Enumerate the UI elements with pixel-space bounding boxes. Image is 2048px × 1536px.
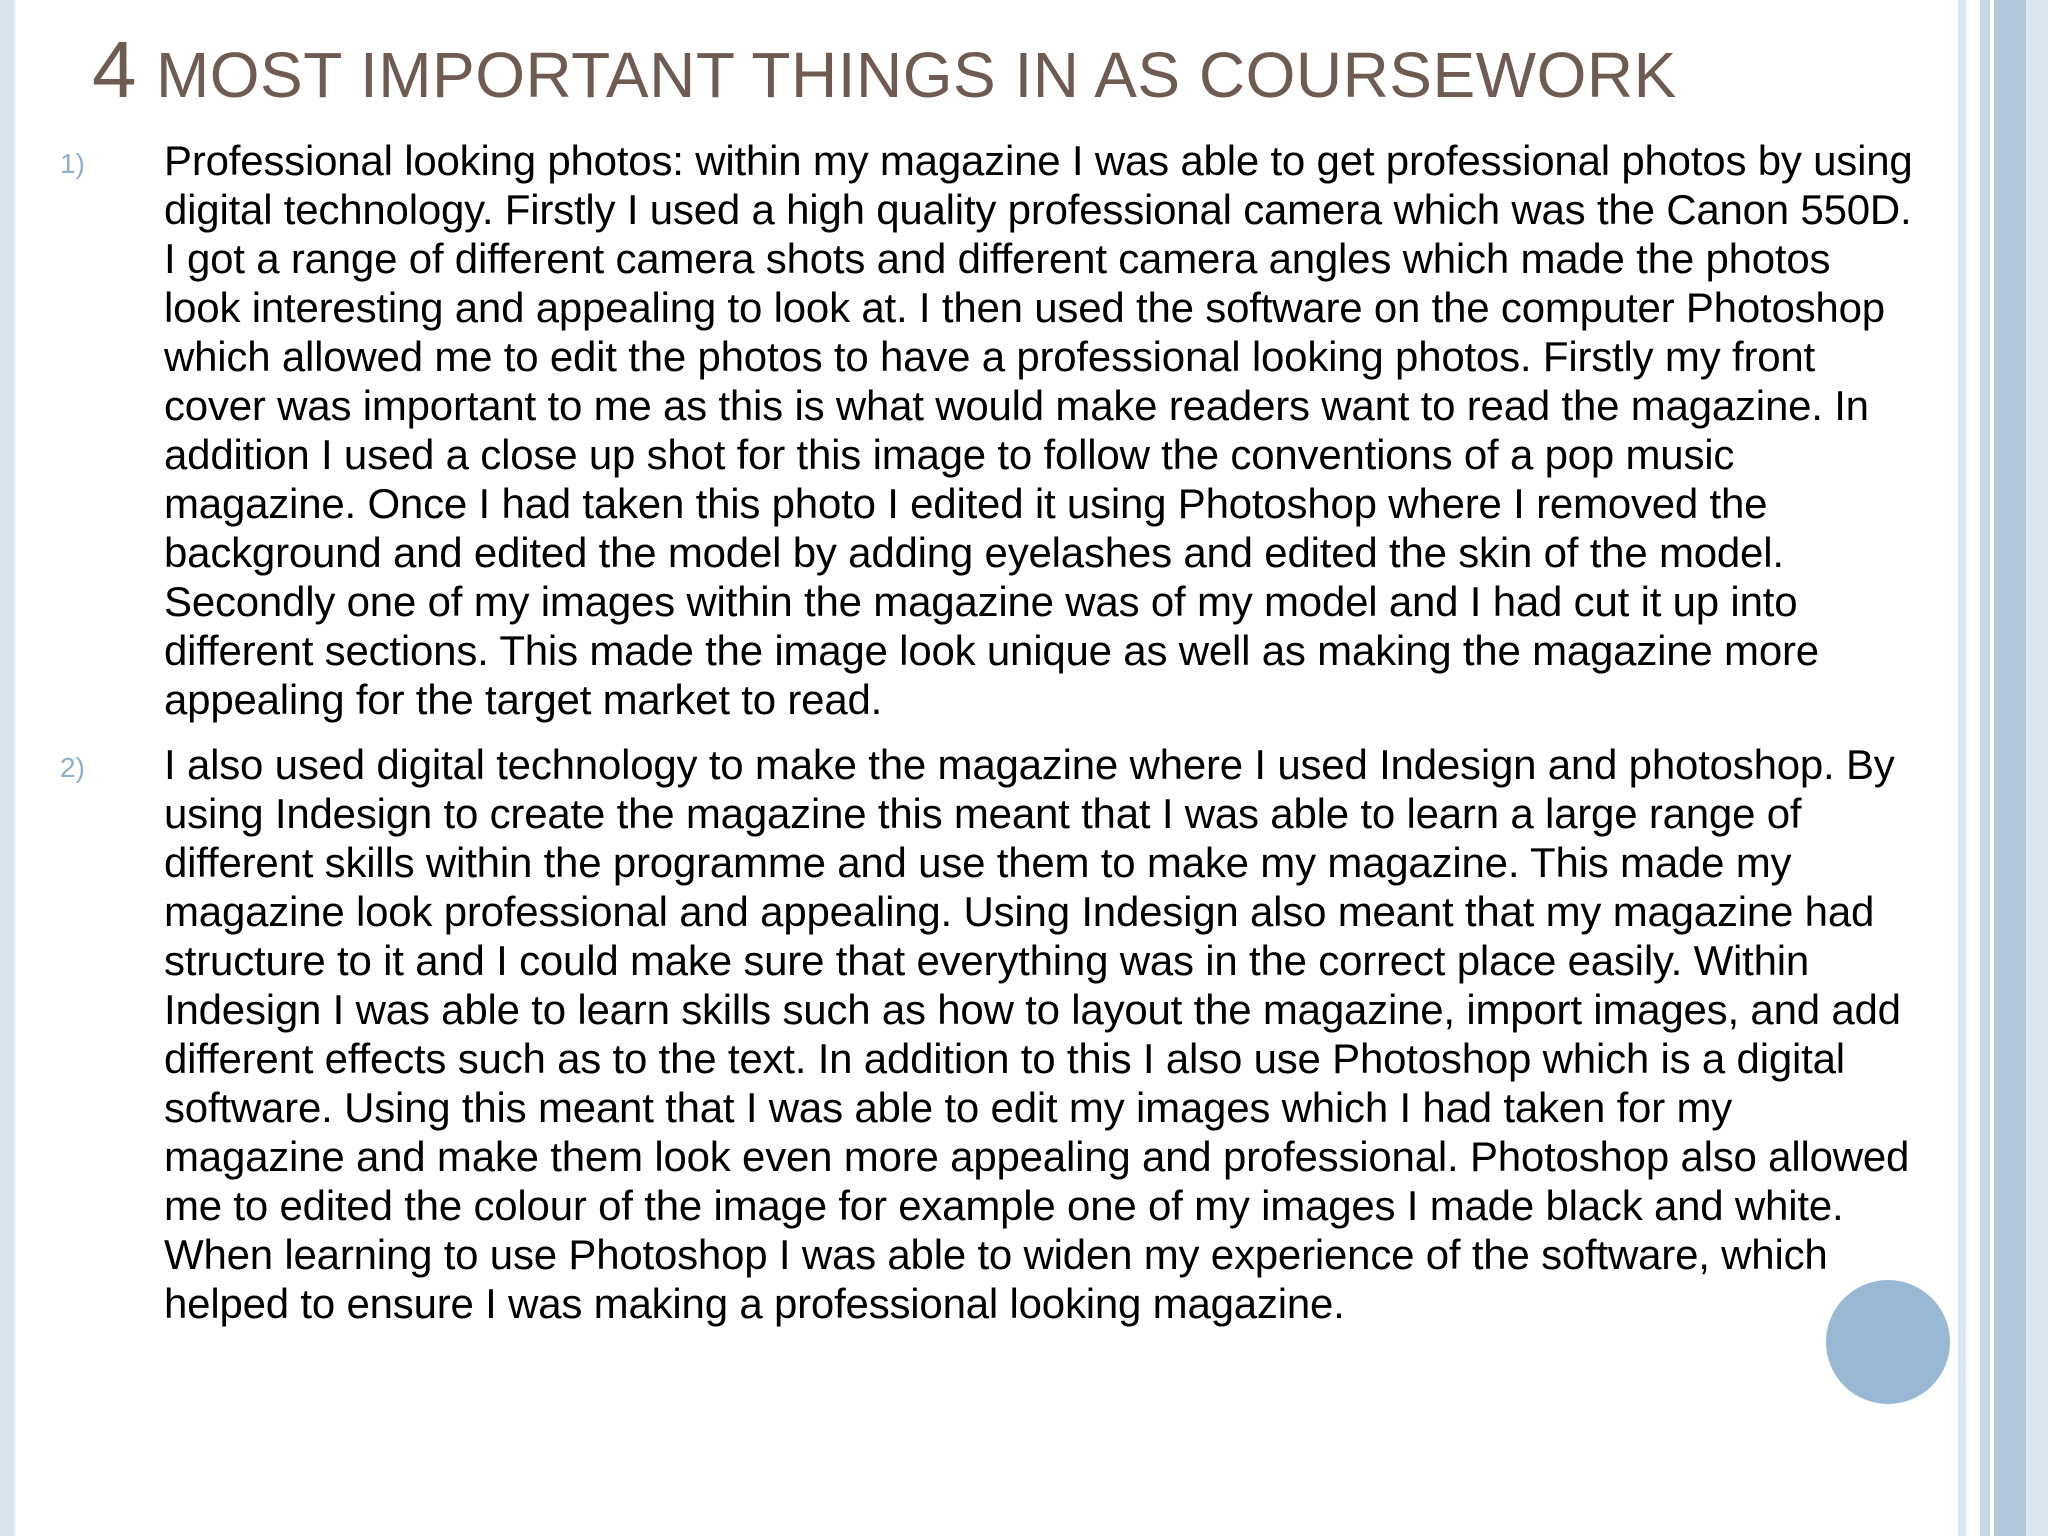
title-text: MOST IMPORTANT THINGS IN AS COURSEWORK — [155, 39, 1677, 111]
list-item-text: I also used digital technology to make the magazine where I used Indesign and photoshop. By using Indesign to create the magazine this meant that I was able to learn a large range of different skills within the programme and use them to make my magazine. This made my magazine look professional and appealing. Using Indesign also meant that my magazine had structure to it and I could make sure that everything was in the correct place easily. Within Indesign I was able to learn skills such as how to layout the magazine, import images, and add different effects such as to the text. In addition to this I also use Photoshop which is a digital software. Using this meant that I was able to edit my images which I had taken for my magazine and make them look even more appealing and professional. Photoshop also allowed me to edited the colour of the image for example one of my images I made black and white. When learning to use Photoshop I was able to widen my experience of the software, which helped to ensure I was making a professional looking magazine. — [164, 741, 1910, 1327]
right-stripe-2 — [1966, 0, 1980, 1536]
list-marker: 1) — [60, 148, 85, 179]
slide-title — [92, 25, 1932, 115]
right-stripe-5 — [1994, 0, 2026, 1536]
right-stripe-3 — [1980, 0, 1990, 1536]
right-stripe-6 — [2026, 0, 2048, 1536]
left-border-line — [14, 0, 16, 1536]
list-item — [56, 136, 1916, 724]
title-number: 4 — [92, 25, 137, 114]
left-border-decoration — [0, 0, 14, 1536]
right-stripe-1 — [1958, 0, 1966, 1536]
list-item-text: Professional looking photos: within my magazine I was able to get professional photos by using digital technology. Firstly I used a high quality professional camera which was the Canon 550D. I got a range of different camera shots and different camera angles which made the photos look interesting and appealing to look at. I then used the software on the computer Photoshop which allowed me to edit the photos to have a professional looking photos. Firstly my front cover was important to me as this is what would make readers want to read the magazine. In addition I used a close up shot for this image to follow the conventions of a pop music magazine. Once I had taken this photo I edited it using Photoshop where I removed the background and edited the model by adding eyelashes and edited the skin of the model. Secondly one of my images within the magazine was of my model and I had cut it up into different sections. This made the image look unique as well as making the magazine more appealing for the target market to read. — [164, 137, 1913, 723]
list-marker: 2) — [60, 752, 85, 783]
numbered-list — [56, 136, 1916, 1344]
decorative-circle — [1826, 1280, 1950, 1404]
list-item — [56, 740, 1916, 1328]
